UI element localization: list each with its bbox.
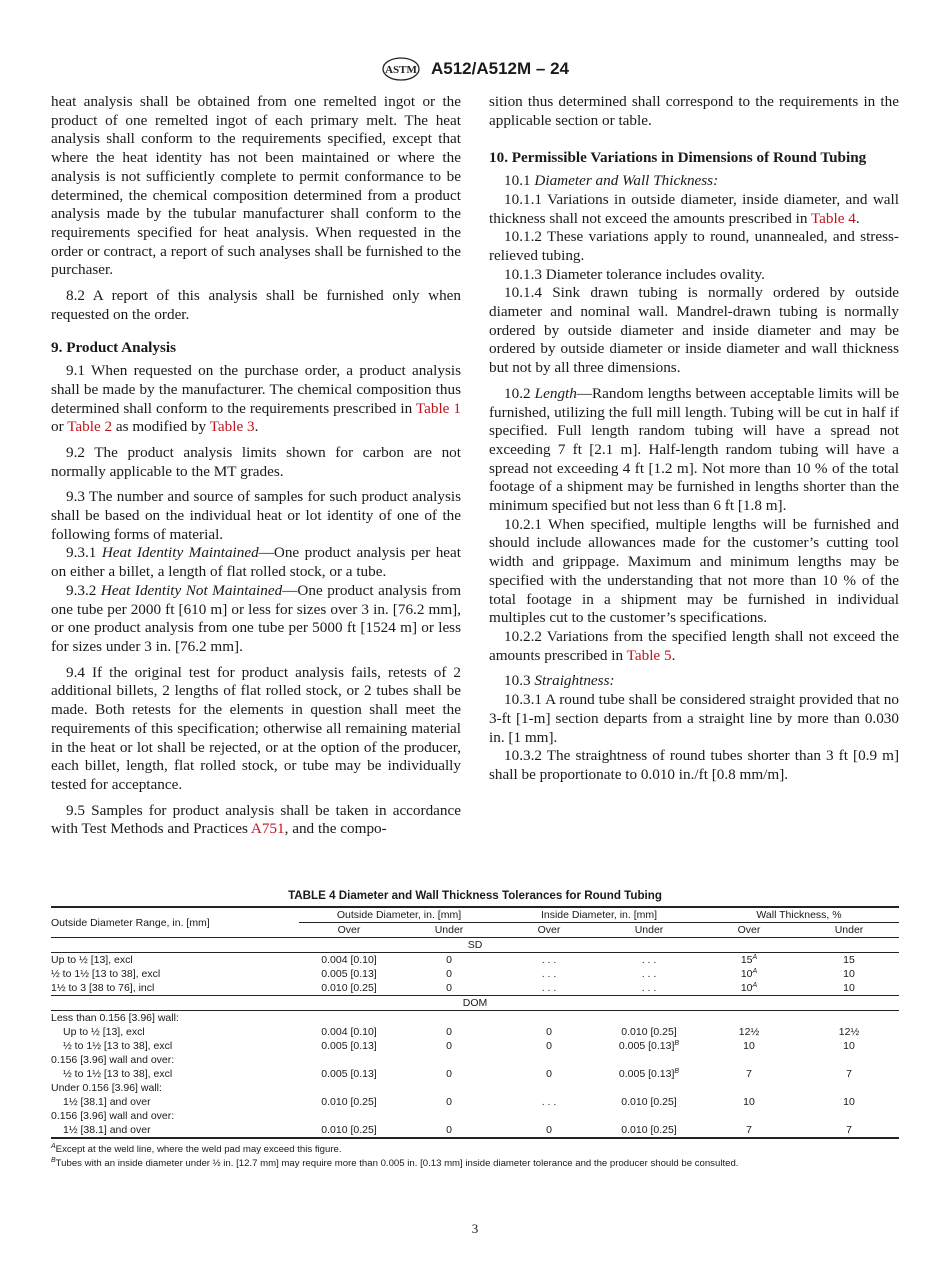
group-label-row: 0.156 [3.96] wall and over:: [51, 1054, 175, 1066]
column-header-id-over: Over: [537, 924, 561, 936]
table-footnotes: [51, 1143, 899, 1171]
page-header: [0, 56, 950, 82]
paragraph-10-3: 10.3 Straightness:: [504, 672, 615, 690]
table-row: ½ to 1½ [13 to 38], excl 0.005 [0.13] 0 0 0.005 $[0.13]^B$ 10 10: [63, 1040, 855, 1052]
link-table-3[interactable]: Table 3: [209, 418, 255, 436]
tolerance-table: [51, 906, 899, 1139]
paragraph-10-3-1: 10.3.1 A round tube shall be considered straight provided that no 3-ft [1-m] section departs from a straight line by more than 0.030 in. [1 mm].: [489, 691, 899, 746]
group-label-row: Under 0.156 [3.96] wall:: [51, 1082, 162, 1094]
paragraph-9-5: 9.5 Samples for product analysis shall be taken in accordance with Test Methods and Practices A751, and the compo-: [51, 801, 461, 838]
paragraph-9-1: 9.1 When requested on the purchase order, a product analysis shall be made by the manufacturer. The chemical composition thus determined shall conform to the requirements prescribed in Table 1 or Table 2 as modified by Table 3.: [51, 362, 461, 436]
footnote-b: $^B$Tubes with an inside diameter under ½ in. [12.7 mm] may require more than 0.005 in. [0.13 mm] inside diameter tolerance and the producer should be consulted.: [51, 1157, 739, 1169]
table-row: ½ to 1½ [13 to 38], excl 0.005 [0.13] 0 . . . . . . $10^A$ 10: [51, 968, 855, 980]
paragraph-10-1-4: 10.1.4 Sink drawn tubing is normally ordered by outside diameter and nominal wall. Mandrel-drawn tubing is normally ordered by outside diameter and inside diameter and may be ordered by outside diameter or inside diameter and wall thickness but not by all three dimensions.: [489, 284, 899, 377]
section-label-sd: SD: [467, 939, 483, 951]
column-header-id-under: Under: [634, 924, 664, 936]
link-table-5[interactable]: Table 5: [626, 646, 672, 664]
table-row: ½ to 1½ [13 to 38], excl 0.005 [0.13] 0 0 0.005 $[0.13]^B$ 7 7: [63, 1068, 852, 1080]
paragraph-9-5-continued: sition thus determined shall correspond to the requirements in the applicable section or table.: [489, 93, 899, 129]
table-title: TABLE 4 Diameter and Wall Thickness Tolerances for Round Tubing: [288, 889, 662, 902]
paragraph-10-1-3: 10.1.3 Diameter tolerance includes ovality.: [504, 265, 765, 283]
section-heading-9: 9. Product Analysis: [51, 339, 177, 357]
link-table-4[interactable]: Table 4: [810, 209, 856, 227]
column-header-range: Outside Diameter Range, in. [mm]: [51, 907, 299, 938]
column-header-wall: Wall Thickness, %: [699, 907, 899, 923]
paragraph-10-1: 10.1 Diameter and Wall Thickness:: [504, 172, 719, 190]
column-header-od: Outside Diameter, in. [mm]: [299, 907, 499, 923]
document-designation: A512/A512M – 24: [431, 59, 569, 78]
section-heading-10: 10. Permissible Variations in Dimensions of Round Tubing: [489, 149, 867, 167]
table-row: Up to ½ [13], excl 0.004 [0.10] 0 0 0.010 [0.25] 12½ 12½: [63, 1026, 860, 1038]
table-row: 1½ [38.1] and over 0.010 [0.25] 0 . . . 0.010 [0.25] 10 10: [63, 1096, 855, 1108]
link-table-1[interactable]: Table 1: [415, 399, 461, 417]
paragraph-10-3-2: 10.3.2 The straightness of round tubes shorter than 3 ft [0.9 m] shall be proportionate to 0.010 in./ft [0.8 mm/m].: [489, 747, 899, 783]
table-4: [51, 889, 899, 1171]
table-row: Up to ½ [13], excl 0.004 [0.10] 0 . . . . . . $15^A$ 15: [51, 954, 855, 966]
column-header-od-under: Under: [434, 924, 464, 936]
section-label-dom: DOM: [462, 997, 488, 1009]
column-header-wt-under: Under: [834, 924, 864, 936]
column-header-id: Inside Diameter, in. [mm]: [499, 907, 699, 923]
paragraph-10-2: 10.2 Length—Random lengths between acceptable limits will be furnished, utilizing the full mill length. Tubing will be cut in half if specified. Full length random tubing will have a spread not exceeding 7 ft [2.1 m]. Half-length random tubing will have a spread not exceeding 4 ft [1.2 m]. Not more than 10 % of the total footage of a shipment may be furnished in lengths shorter than the minimum specified but not less than 6 ft [1.8 m].: [489, 384, 900, 515]
paragraph-10-2-1: 10.2.1 When specified, multiple lengths will be furnished and should include allowances made for the customer’s cutting tool width and grippage. Maximum and minimum lengths may be specified with the understanding that not more than 10 % of the total footage in a shipment may be furnished in individual multiples cut to the customer’s specifications.: [489, 515, 899, 627]
paragraph-9-3: 9.3 The number and source of samples for such product analysis shall be based on the individual heat or lot identity of one of the following forms of material.: [51, 488, 461, 543]
footnote-a: $^A$Except at the weld line, where the weld pad may exceed this figure.: [51, 1143, 342, 1155]
page-number: 3: [471, 1221, 479, 1236]
paragraph-10-2-2: 10.2.2 Variations from the specified length shall not exceed the amounts prescribed in Table 5.: [489, 627, 899, 664]
left-column: [51, 93, 461, 839]
table-row: 1½ to 3 [38 to 76], incl 0.010 [0.25] 0 . . . . . . $10^A$ 10: [51, 981, 899, 996]
link-table-2[interactable]: Table 2: [67, 418, 113, 436]
paragraph-10-1-2: 10.1.2 These variations apply to round, unannealed, and stress-relieved tubing.: [489, 228, 899, 264]
paragraph-8-1-continued: heat analysis shall be obtained from one remelted ingot or the product of one remelted ingot of each primary melt. The heat analysis shall conform to the requirements specified, except that where the heat identity has not been maintained or where the analysis is not sufficiently complete to permit conformance to be determined, the chemical composition determined from a product analysis made by the tubular manufacturer shall conform to the requirements specified for heat analysis. When requested in the order or contract, a report of such analyses shall be furnished to the purchaser.: [51, 93, 461, 279]
paragraph-8-2: 8.2 A report of this analysis shall be furnished only when requested on the order.: [51, 287, 461, 323]
link-a751[interactable]: A751: [250, 820, 285, 838]
table-row: 1½ [38.1] and over 0.010 [0.25] 0 0 0.010 [0.25] 7 7: [51, 1123, 899, 1138]
astm-logo-icon: [381, 56, 421, 82]
svg-text:ASTM: ASTM: [385, 64, 417, 76]
paragraph-9-3-2: 9.3.2 Heat Identity Not Maintained—One product analysis from one tube per 2000 ft [610 m] or less for sizes over 3 in. [76.2 mm], or one product analysis from one tube per 5000 ft [1524 m] or less for sizes under 3 in. [76.2 mm].: [51, 581, 462, 655]
column-header-wt-over: Over: [737, 924, 761, 936]
group-label-row: 0.156 [3.96] wall and over:: [51, 1110, 175, 1122]
paragraph-9-2: 9.2 The product analysis limits shown for carbon are not normally applicable to the MT grades.: [51, 443, 461, 480]
right-column: [489, 93, 899, 785]
paragraph-9-4: 9.4 If the original test for product analysis fails, retests of 2 additional billets, 2 lengths of flat rolled stock, or 2 tubes shall be made. Both retests for the elements in question shall meet the requirements of this specification; otherwise all remaining material in the heat or lot shall be rejected, or at the option of the producer, each billet, length, flat rolled stock, or tube may be individually tested for acceptance.: [51, 663, 461, 793]
paragraph-10-1-1: 10.1.1 Variations in outside diameter, inside diameter, and wall thickness shall not exceed the amounts prescribed in Table 4.: [489, 190, 899, 227]
paragraph-9-3-1: 9.3.1 Heat Identity Maintained—One product analysis per heat on either a billet, a length of flat rolled stock, or a tube.: [51, 544, 462, 581]
group-label-row: Less than 0.156 [3.96] wall:: [51, 1012, 179, 1024]
column-header-od-over: Over: [337, 924, 361, 936]
